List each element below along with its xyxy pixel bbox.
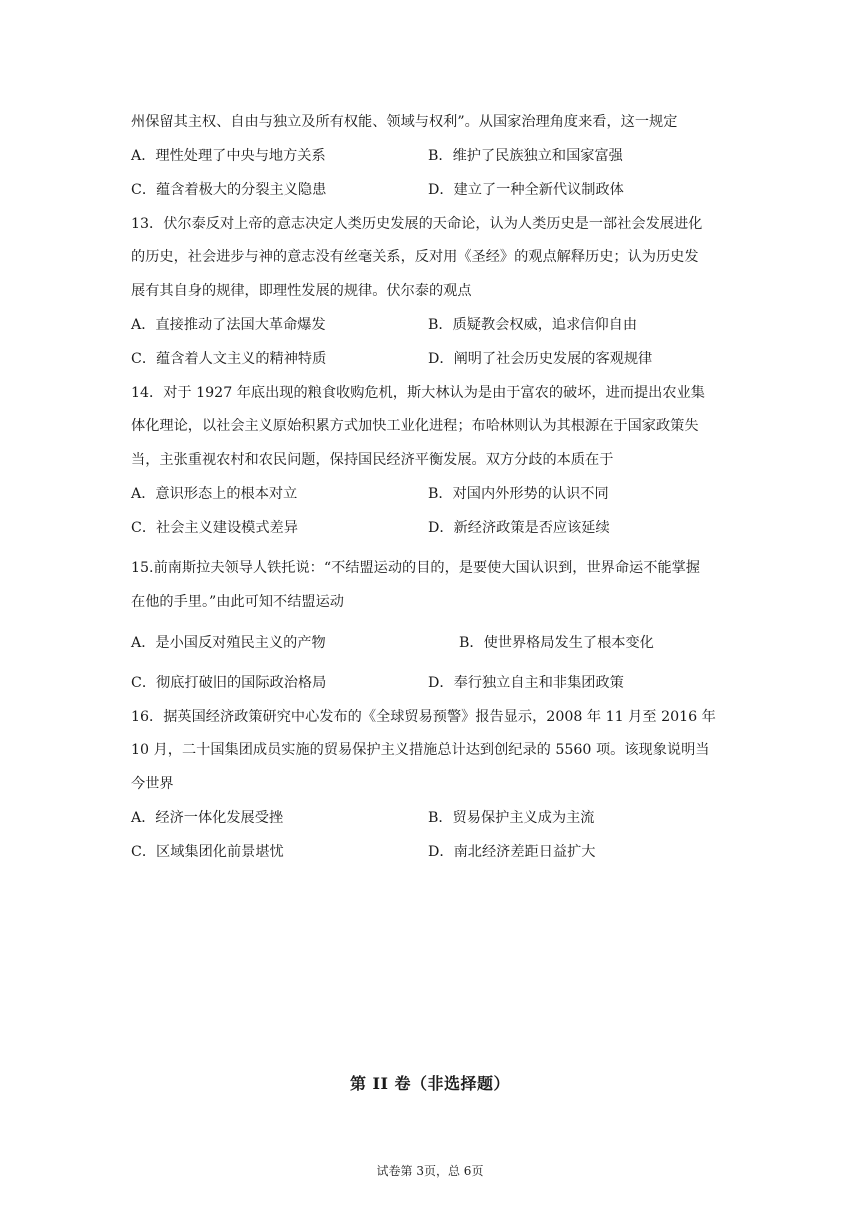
q16-option-b: B．贸易保护主义成为主流 bbox=[428, 810, 595, 826]
q13-stem-line-2: 的历史，社会进步与神的意志没有丝毫关系，反对用《圣经》的观点解释历史；认为历史发 bbox=[131, 249, 699, 265]
q15-option-c: C．彻底打破旧的国际政治格局 bbox=[131, 675, 327, 691]
q13-option-c: C．蕴含着人文主义的精神特质 bbox=[131, 351, 327, 367]
q13-stem-line-3: 展有其自身的规律，即理性发展的规律。伏尔泰的观点 bbox=[131, 283, 472, 299]
q15-option-b: B．使世界格局发生了根本变化 bbox=[459, 635, 654, 651]
q14-option-c: C．社会主义建设模式差异 bbox=[131, 520, 298, 536]
q14-stem-line-3: 当，主张重视农村和农民问题，保持国民经济平衡发展。双方分歧的本质在于 bbox=[131, 452, 614, 468]
q14-stem-line-1: 14．对于 1927 年底出现的粮食收购危机，斯大林认为是由于富农的破坏，进而提出农业集 bbox=[131, 385, 705, 401]
q13-option-d: D．阐明了社会历史发展的客观规律 bbox=[428, 351, 653, 367]
q16-stem-line-1: 16．据英国经济政策研究中心发布的《全球贸易预警》报告显示，2008 年 11 月至 2016 年 bbox=[131, 709, 716, 725]
q15-stem-line-1: 15.前南斯拉夫领导人铁托说：“不结盟运动的目的，是要使大国认识到，世界命运不能掌握 bbox=[131, 560, 700, 576]
q14-option-a: A．意识形态上的根本对立 bbox=[131, 486, 298, 502]
q12-option-a: A．理性处理了中央与地方关系 bbox=[131, 148, 326, 164]
q15-option-a: A．是小国反对殖民主义的产物 bbox=[131, 635, 326, 651]
q16-option-c: C．区域集团化前景堪忧 bbox=[131, 844, 284, 860]
q15-option-d: D．奉行独立自主和非集团政策 bbox=[428, 675, 624, 691]
q12-option-b: B．维护了民族独立和国家富强 bbox=[428, 148, 623, 164]
q13-option-b: B．质疑教会权威，追求信仰自由 bbox=[428, 317, 638, 333]
q12-option-c: C．蕴含着极大的分裂主义隐患 bbox=[131, 182, 327, 198]
q16-stem-line-3: 今世界 bbox=[131, 776, 174, 792]
q16-stem-line-2: 10 月，二十国集团成员实施的贸易保护主义措施总计达到创纪录的 5560 项。该现象说明当 bbox=[131, 742, 710, 758]
q16-option-d: D．南北经济差距日益扩大 bbox=[428, 844, 596, 860]
q14-option-d: D．新经济政策是否应该延续 bbox=[428, 520, 610, 536]
q15-stem-line-2: 在他的手里。”由此可知不结盟运动 bbox=[131, 594, 344, 610]
q16-option-a: A．经济一体化发展受挫 bbox=[131, 810, 284, 826]
q12-stem-line: 州保留其主权、自由与独立及所有权能、领域与权利”。从国家治理角度来看，这一规定 bbox=[131, 114, 678, 130]
q13-option-a: A．直接推动了法国大革命爆发 bbox=[131, 317, 326, 333]
q12-option-d: D．建立了一种全新代议制政体 bbox=[428, 182, 624, 198]
section-title: 第 II 卷（非选择题） bbox=[349, 1074, 511, 1093]
q14-option-b: B．对国内外形势的认识不同 bbox=[428, 486, 609, 502]
q13-stem-line-1: 13．伏尔泰反对上帝的意志决定人类历史发展的天命论，认为人类历史是一部社会发展进化 bbox=[131, 216, 703, 232]
page-footer: 试卷第 3页，总 6页 bbox=[376, 1164, 484, 1178]
q14-stem-line-2: 体化理论，以社会主义原始积累方式加快工业化进程；布哈林则认为其根源在于国家政策失 bbox=[131, 418, 699, 434]
